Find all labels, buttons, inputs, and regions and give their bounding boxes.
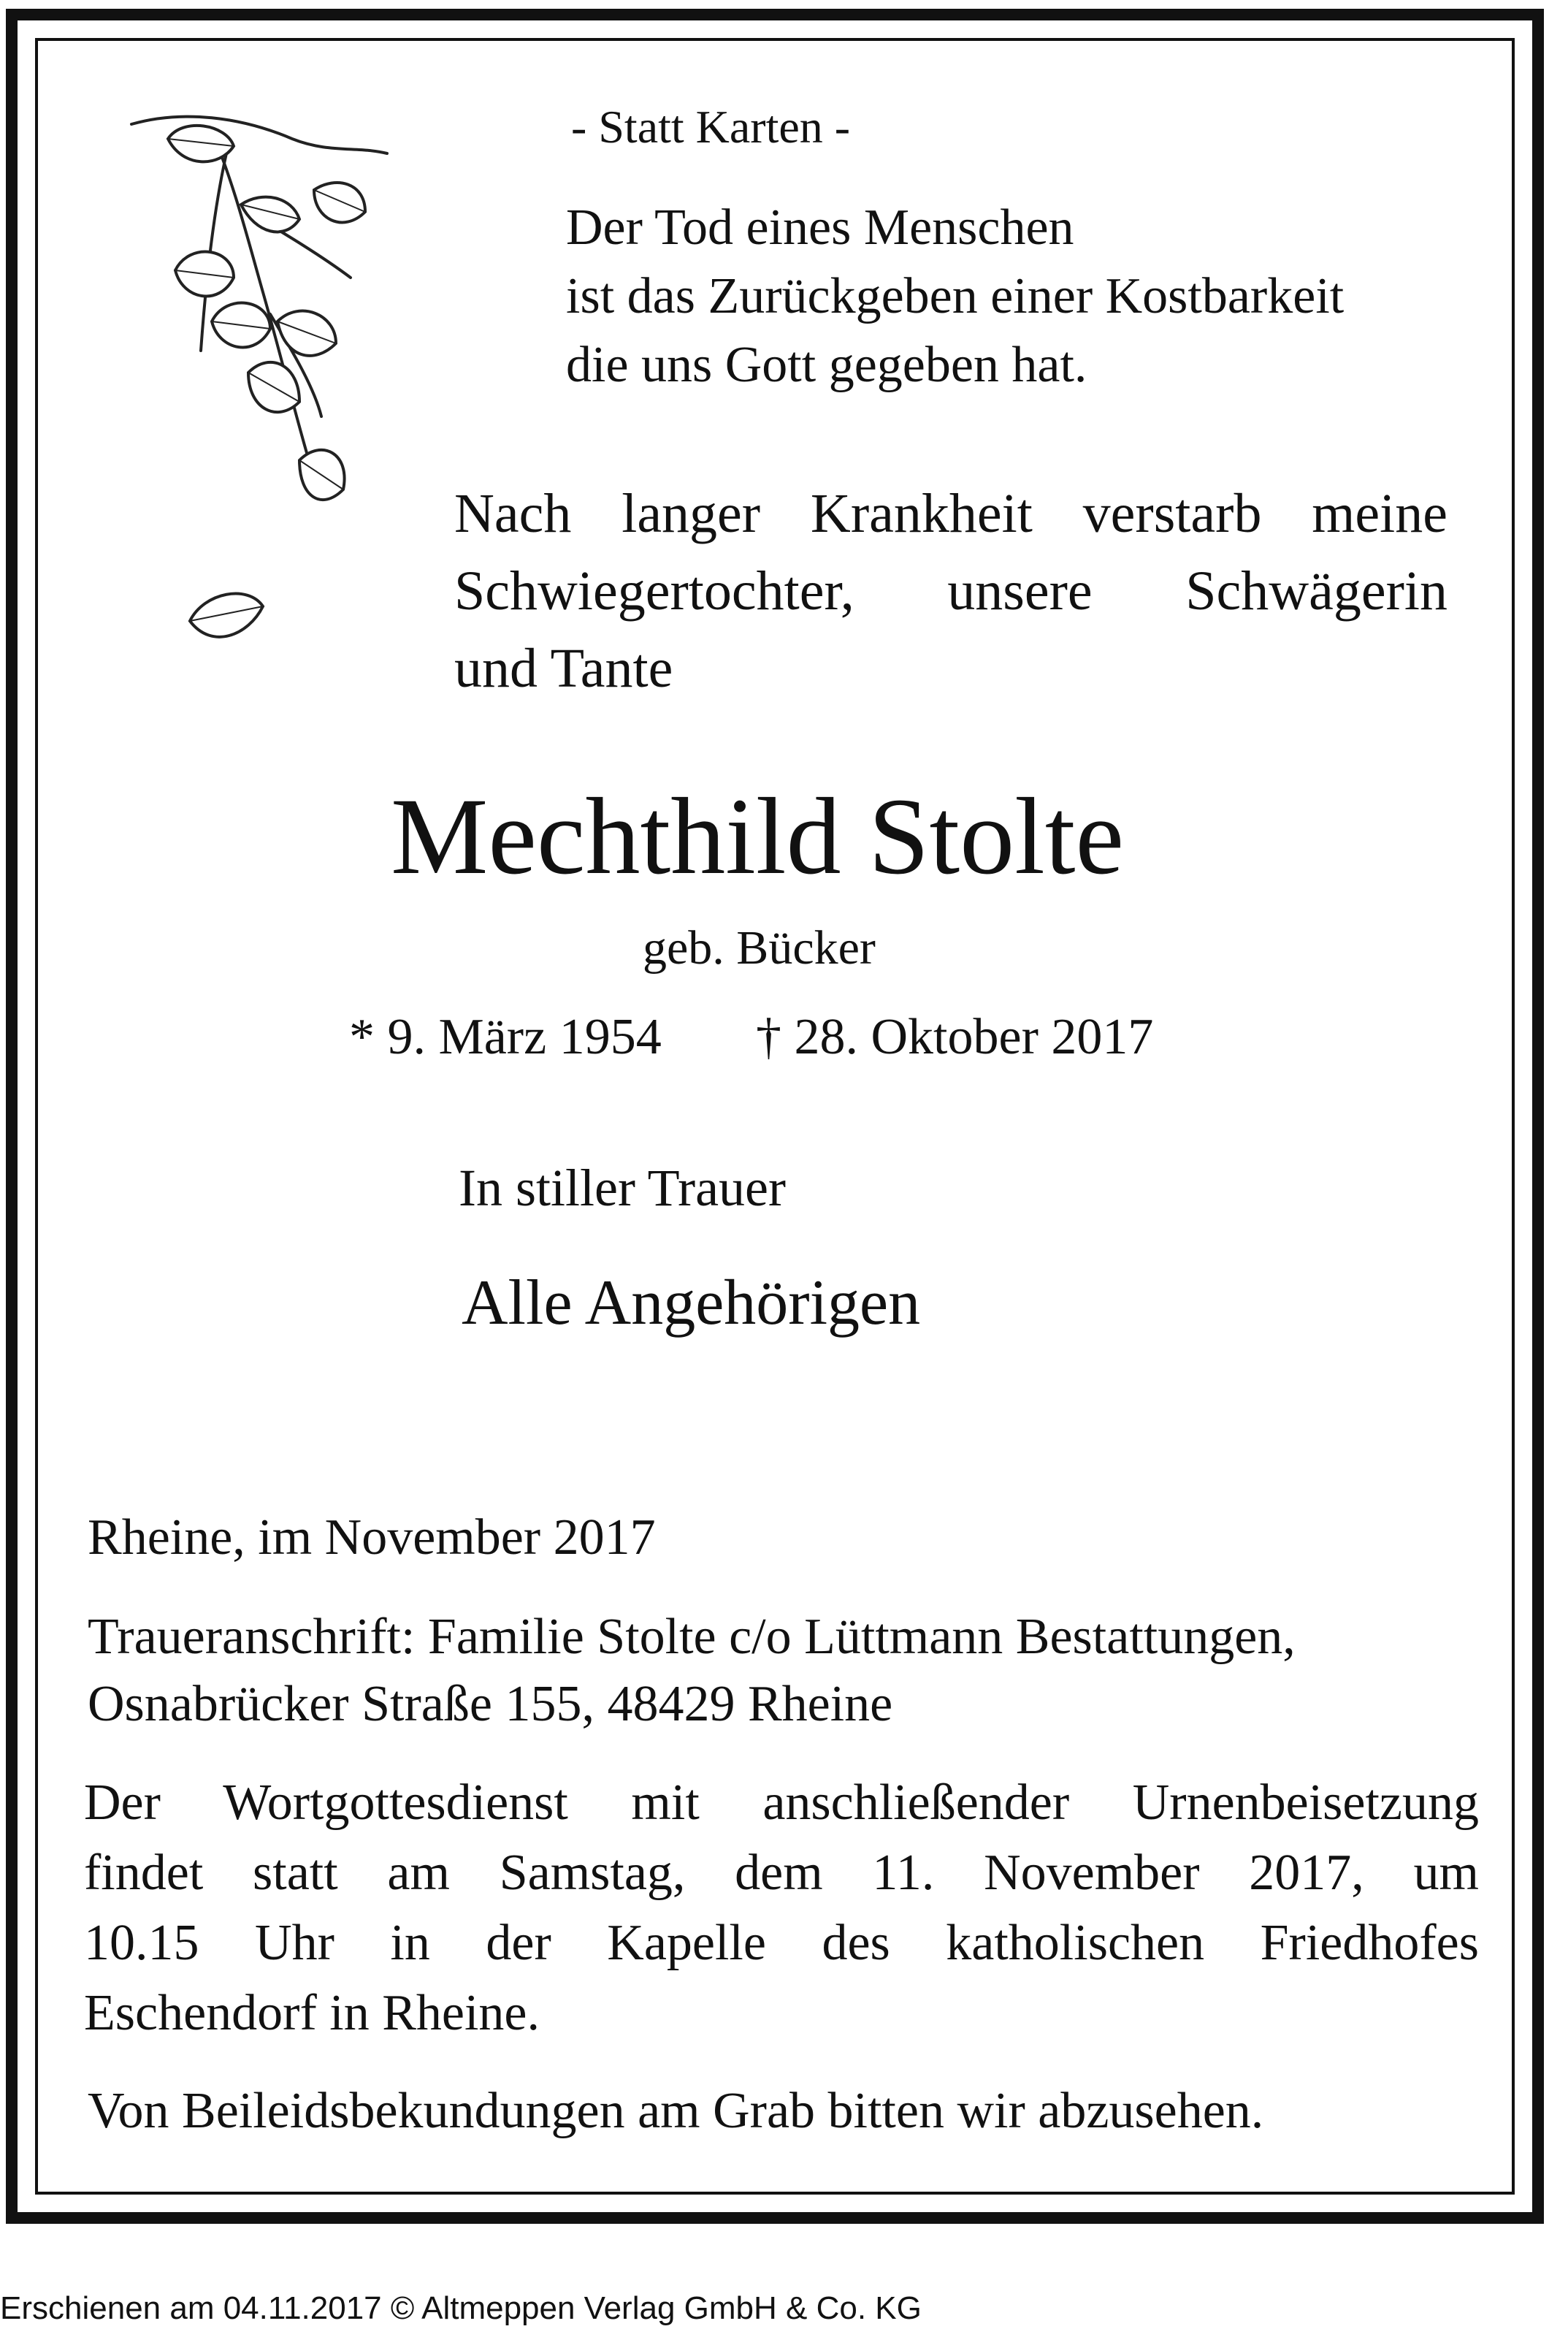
intro-line: und Tante xyxy=(454,638,673,699)
intro-block xyxy=(454,475,1447,707)
quote-line: Der Tod eines Menschen xyxy=(566,199,1074,256)
address-block xyxy=(88,1604,1296,1738)
mourning-line: In stiller Trauer xyxy=(459,1159,786,1217)
signature-line: Alle Angehörigen xyxy=(462,1268,921,1338)
hanging-birch-branch-icon xyxy=(124,110,416,709)
quote-line: die uns Gott gegeben hat. xyxy=(566,337,1087,393)
service-line: Der Wortgottesdienst mit anschließender Urnenbeisetzung xyxy=(84,1775,1479,1831)
birth-date: * 9. März 1954 xyxy=(349,1009,662,1065)
address-line: Traueranschrift: Familie Stolte c/o Lüttmann Bestattungen, xyxy=(88,1609,1296,1665)
quote-block xyxy=(566,194,1344,400)
condolence-note: Von Beileidsbekundungen am Grab bitten wir abzusehen. xyxy=(88,2083,1264,2139)
address-line: Osnabrücker Straße 155, 48429 Rheine xyxy=(88,1676,893,1732)
service-line: findet statt am Samstag, dem 11. November 2017, um xyxy=(84,1845,1479,1901)
quote-line: ist das Zurückgeben einer Kostbarkeit xyxy=(566,268,1345,324)
publication-footer: Erschienen am 04.11.2017 © Altmeppen Verlag GmbH & Co. KG xyxy=(0,2290,922,2326)
service-line: 10.15 Uhr in der Kapelle des katholischen Friedhofes xyxy=(84,1915,1479,1971)
intro-line: Schwiegertochter, unsere Schwägerin xyxy=(454,560,1447,622)
service-block xyxy=(84,1768,1479,2048)
deceased-name: Mechthild Stolte xyxy=(391,776,1125,897)
death-date: † 28. Oktober 2017 xyxy=(756,1009,1154,1065)
maiden-name: geb. Bücker xyxy=(643,921,876,975)
intro-line: Nach langer Krankheit verstarb meine xyxy=(454,483,1447,544)
place-date: Rheine, im November 2017 xyxy=(88,1509,656,1566)
service-line: Eschendorf in Rheine. xyxy=(84,1985,540,2041)
notice-heading: - Statt Karten - xyxy=(571,101,851,153)
